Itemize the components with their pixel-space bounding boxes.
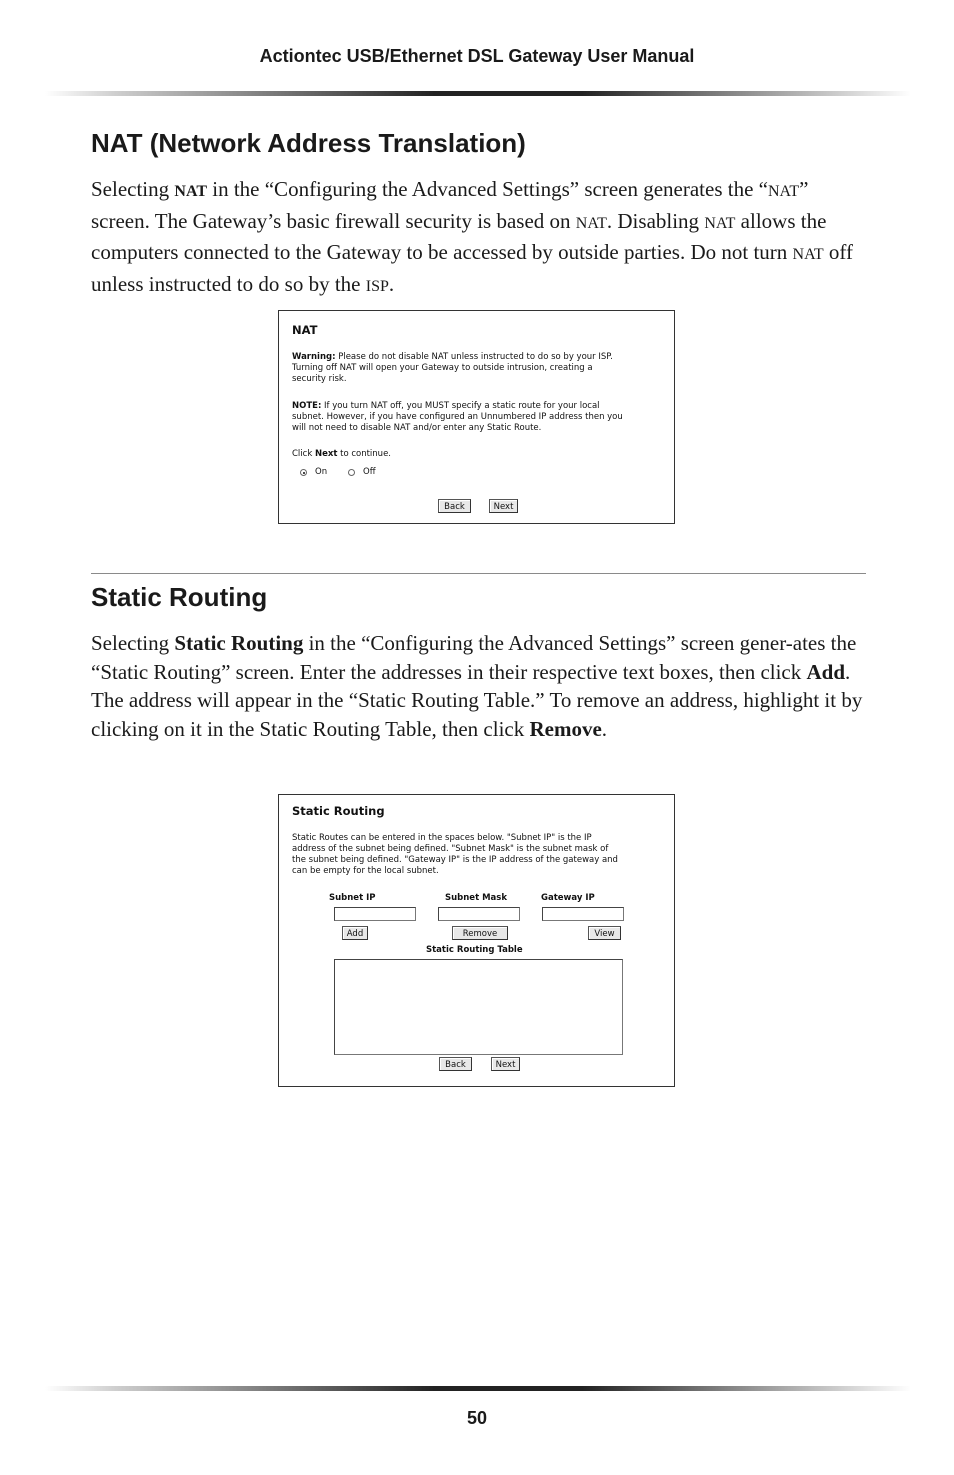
static-desc-line3: the subnet being defined. "Gateway IP" is the IP address of the gateway and (292, 855, 618, 865)
static-desc-line2: address of the subnet being defined. "Subnet Mask" is the subnet mask of (292, 844, 609, 854)
subnet-mask-label: Subnet Mask (445, 893, 508, 903)
nat-radio-off-label: Off (363, 467, 376, 477)
nat-radio-on-label: On (315, 467, 328, 477)
nat-warning-line1: Warning: Please do not disable NAT unless instructed to do so by your ISP. (292, 352, 613, 362)
static-routing-table-listbox[interactable] (334, 959, 623, 1055)
nat-click-next-text: Click Next to continue. (292, 449, 392, 459)
nat-note-line2: subnet. However, if you have configured an Unnumbered IP address then you (292, 412, 623, 422)
static-back-button[interactable]: Back (439, 1057, 472, 1071)
add-button[interactable]: Add (342, 926, 368, 940)
nat-back-button[interactable]: Back (438, 499, 471, 513)
nat-paragraph: Selecting NAT in the “Configuring the Advanced Settings” screen generates the “NAT” screen. The Gateway’s basic firewall security is based on NAT. Disabling NAT allows the computers connected to the Gateway to be accessed by outside parties. Do not turn NAT off unless instructed to do so by the ISP. (91, 177, 853, 297)
subnet-ip-label: Subnet IP (329, 893, 376, 903)
page-number: 50 (466, 1408, 488, 1428)
subnet-mask-input[interactable] (438, 907, 520, 921)
static-routing-heading: Static Routing (91, 582, 268, 612)
running-header: Actiontec USB/Ethernet DSL Gateway User Manual (259, 46, 695, 66)
static-next-button[interactable]: Next (491, 1057, 520, 1071)
nat-warning-line2: Turning off NAT will open your Gateway to outside intrusion, creating a (292, 363, 593, 373)
gateway-ip-label: Gateway IP (541, 893, 595, 903)
section-divider (91, 573, 866, 574)
nat-radio-off[interactable] (348, 469, 355, 476)
static-screen-title: Static Routing (292, 804, 385, 818)
nat-warning-line3: security risk. (292, 374, 347, 384)
nat-next-button[interactable]: Next (489, 499, 518, 513)
nat-note-line3: will not need to disable NAT and/or enter any Static Route. (292, 423, 542, 433)
nat-heading: NAT (Network Address Translation) (91, 128, 526, 158)
static-routing-paragraph: Selecting Static Routing in the “Configuring the Advanced Settings” screen gener-ates the “Static Routing” screen. Enter the addresses in their respective text boxes, then click Add. The address will appear in the “Static Routing Table.” To remove an address, highlight it by clicking on it in the Static Routing Table, then click Remove. (91, 631, 863, 742)
gateway-ip-input[interactable] (542, 907, 624, 921)
subnet-ip-input[interactable] (334, 907, 416, 921)
view-button[interactable]: View (588, 926, 621, 940)
remove-button[interactable]: Remove (452, 926, 508, 940)
static-routing-table-label: Static Routing Table (426, 945, 523, 955)
nat-screenshot (278, 310, 675, 524)
static-desc-line1: Static Routes can be entered in the spaces below. "Subnet IP" is the IP (292, 833, 592, 843)
static-desc-line4: can be empty for the local subnet. (292, 866, 439, 876)
footer-rule (45, 1386, 911, 1391)
static-routing-screenshot (278, 794, 675, 1087)
nat-screen-title: NAT (292, 323, 318, 337)
nat-radio-on[interactable] (300, 469, 307, 476)
header-rule (45, 91, 911, 96)
nat-note-line1: NOTE: If you turn NAT off, you MUST specify a static route for your local (292, 401, 600, 411)
